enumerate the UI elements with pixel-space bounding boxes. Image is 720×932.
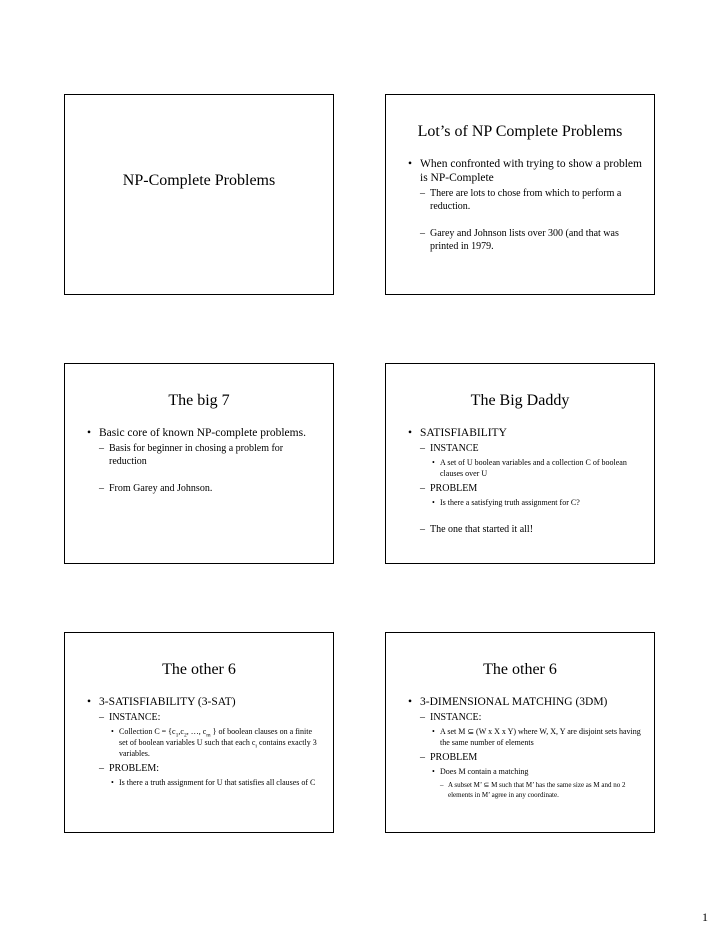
- sub-bullet-item: – PROBLEM: [420, 752, 478, 763]
- detail-item: • A set of U boolean variables and a collection C of boolean clauses over U: [408, 457, 642, 479]
- sub-bullet-item: – PROBLEM:: [99, 763, 160, 774]
- slide-4: [385, 363, 655, 564]
- detail-item: • Collection $C = \{c_1,c_2$, …, $c_m$ } of boolean clauses on a finite set of boolean variables U such that each $c_i$ contains exactly 3 variables.: [87, 726, 321, 759]
- slide-title: The big 7: [168, 392, 230, 409]
- slide-body: [87, 426, 321, 497]
- slide-title: The Big Daddy: [470, 392, 570, 409]
- sub-bullet-item: – PROBLEM: [420, 483, 478, 494]
- bullet-item: • SATISFIABILITY: [408, 426, 642, 440]
- slide-3: [64, 363, 334, 564]
- bullet-item: • 3-DIMENSIONAL MATCHING (3DM): [408, 695, 642, 709]
- bullet-item: • 3-SATISFIABILITY (3-SAT): [87, 695, 321, 709]
- slide-body: [408, 426, 642, 538]
- sub-bullet-item: – INSTANCE:: [99, 712, 161, 723]
- bullet-item: • When confronted with trying to show a problem is NP-Complete: [408, 157, 642, 185]
- slide-title: Lot’s of NP Complete Problems: [417, 123, 623, 140]
- sub-detail-item: – A subset M’ ⊆ M such that M’ has the same size as M and no 2 elements in M’ agree in any coordinate.: [440, 781, 626, 799]
- sub-bullet-item: – INSTANCE: [420, 443, 479, 454]
- slide-body: [87, 695, 321, 791]
- slide-title: The other 6: [483, 661, 557, 678]
- slide-title: The other 6: [162, 661, 236, 678]
- sub-bullet-item: – There are lots to chose from which to perform a reduction.: [420, 188, 622, 212]
- slide-1: [64, 94, 334, 295]
- bullet-item: • Basic core of known NP-complete problems.: [87, 426, 321, 440]
- slide-body: [408, 157, 642, 255]
- sub-bullet-item: – The one that started it all!: [420, 524, 534, 535]
- detail-item: • Is there a truth assignment for U that satisfies all clauses of C: [87, 777, 321, 788]
- page-number: 1: [702, 910, 708, 924]
- slide-6: [385, 632, 655, 833]
- slide-body: [408, 695, 642, 802]
- detail-item: • A set M ⊆ (W x X x Y) where W, X, Y are disjoint sets having the same number of elements: [408, 726, 642, 748]
- sub-bullet-item: – Garey and Johnson lists over 300 (and that was printed in 1979.: [420, 228, 619, 252]
- slide-title: NP-Complete Problems: [122, 172, 276, 189]
- sub-bullet-item: – Basis for beginner in chosing a problem for reduction: [99, 443, 284, 467]
- sub-bullet-item: – INSTANCE:: [420, 712, 482, 723]
- detail-item: • Is there a satisfying truth assignment for C?: [408, 497, 642, 508]
- slide-2: [385, 94, 655, 295]
- slide-5: [64, 632, 334, 833]
- detail-item: • Does M contain a matching: [408, 766, 642, 777]
- sub-bullet-item: – From Garey and Johnson.: [99, 483, 213, 494]
